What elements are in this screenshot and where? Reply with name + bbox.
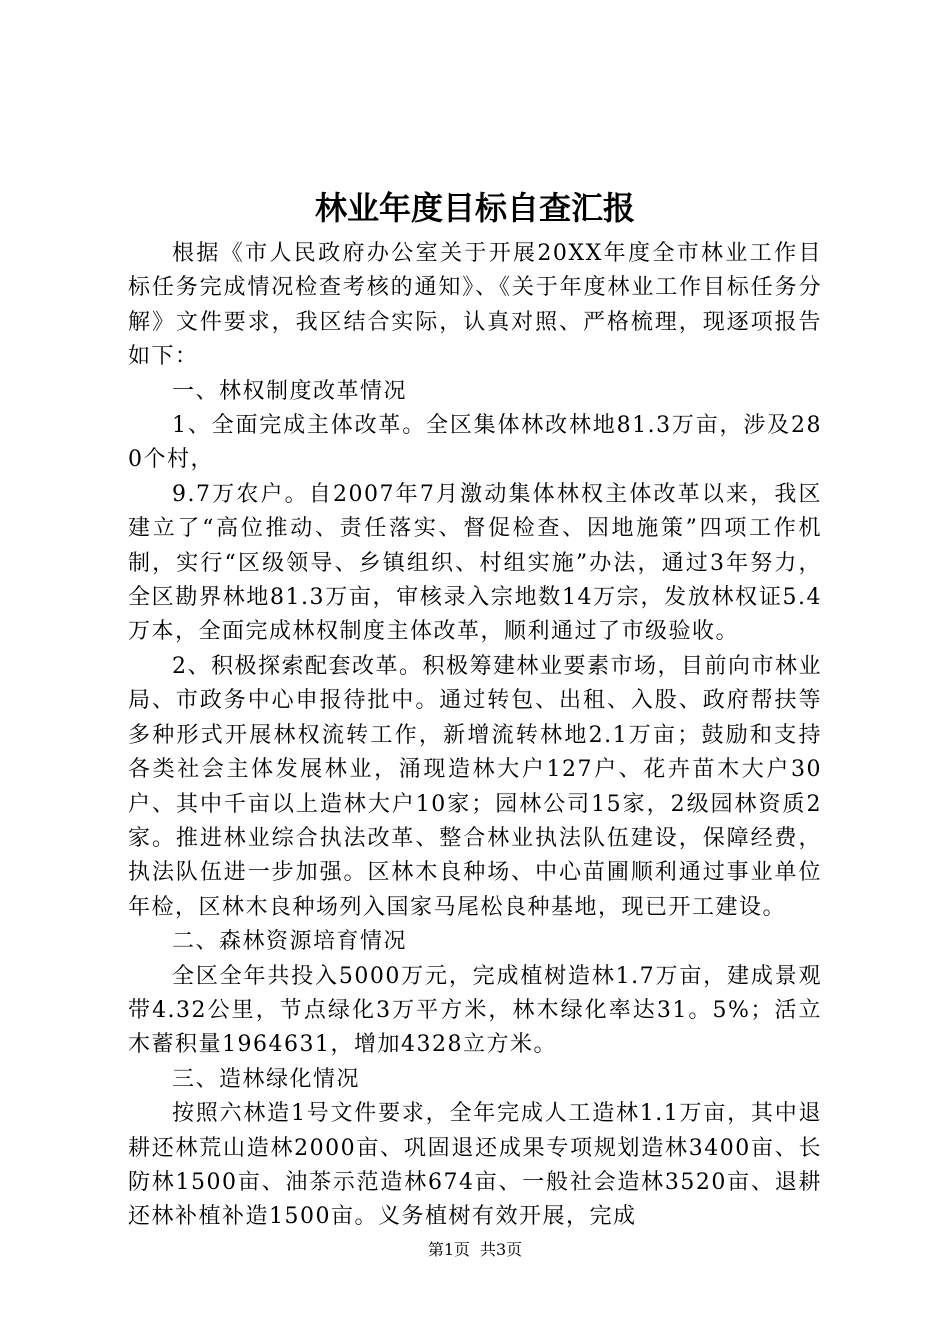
paragraph-2: 全区全年共投入5000万元，完成植树造林1.7万亩，建成景观带4.32公里，节点绿化3万平方米，林木绿化率达31。5%；活立木蓄积量1964631，增加4328立方米。 <box>128 963 822 1058</box>
paragraph-intro: 根据《市人民政府办公室关于开展20XX年度全市林业工作目标任务完成情况检查考核的通知》、《关于年度林业工作目标任务分解》文件要求，我区结合实际，认真对照、严格梳理，现逐项报告如下： <box>128 241 822 370</box>
document-title: 林业年度目标自查汇报 <box>314 189 635 227</box>
section-heading-1: 一、林权制度改革情况 <box>172 378 408 404</box>
paragraph-1-1-cont: 9.7万农户。自2007年7月激动集体林权主体改革以来，我区建立了“高位推动、责任落实、督促检查、因地施策”四项工作机制，实行“区级领导、乡镇组织、村组实施”办法，通过3年努力，全区勘界林地81.3万亩，审核录入宗地数14万宗，发放林权证5.4万本，全面完成林权制度主体改革，顺利通过了市级验收。 <box>128 481 822 645</box>
page-number: 第1页 <box>427 1240 470 1259</box>
paragraph-1-2: 2、积极探索配套改革。积极筹建林业要素市场，目前向市林业局、市政务中心申报待批中。通过转包、出租、入股、政府帮扶等多种形式开展林权流转工作，新增流转林地2.1万亩；鼓励和支持各类社会主体发展林业，涌现造林大户127户、花卉苗木大户30户、其中千亩以上造林大户10家；园林公司15家，2级园林资质2家。推进林业综合执法改革、整合林业执法队伍建设，保障经费，执法队伍进一步加强。区林木良种场、中心苗圃顺利通过事业单位年检，区林木良种场列入国家马尾松良种基地，现已开工建设。 <box>128 653 822 920</box>
document-body <box>128 237 822 1235</box>
page-total: 共3页 <box>480 1240 523 1259</box>
section-heading-2: 二、森林资源培育情况 <box>172 929 408 955</box>
page-footer <box>0 1238 950 1262</box>
section-heading-3: 三、造林绿化情况 <box>172 1066 361 1092</box>
paragraph-1-1: 1、全面完成主体改革。全区集体林改林地81.3万亩，涉及280个村， <box>128 413 822 473</box>
paragraph-3: 按照六林造1号文件要求，全年完成人工造林1.1万亩，其中退耕还林荒山造林2000亩、巩固退还成果专项规划造林3400亩、长防林1500亩、油茶示范造林674亩、一般社会造林3520亩、退耕还林补植补造1500亩。义务植树有效开展，完成 <box>128 1101 822 1230</box>
